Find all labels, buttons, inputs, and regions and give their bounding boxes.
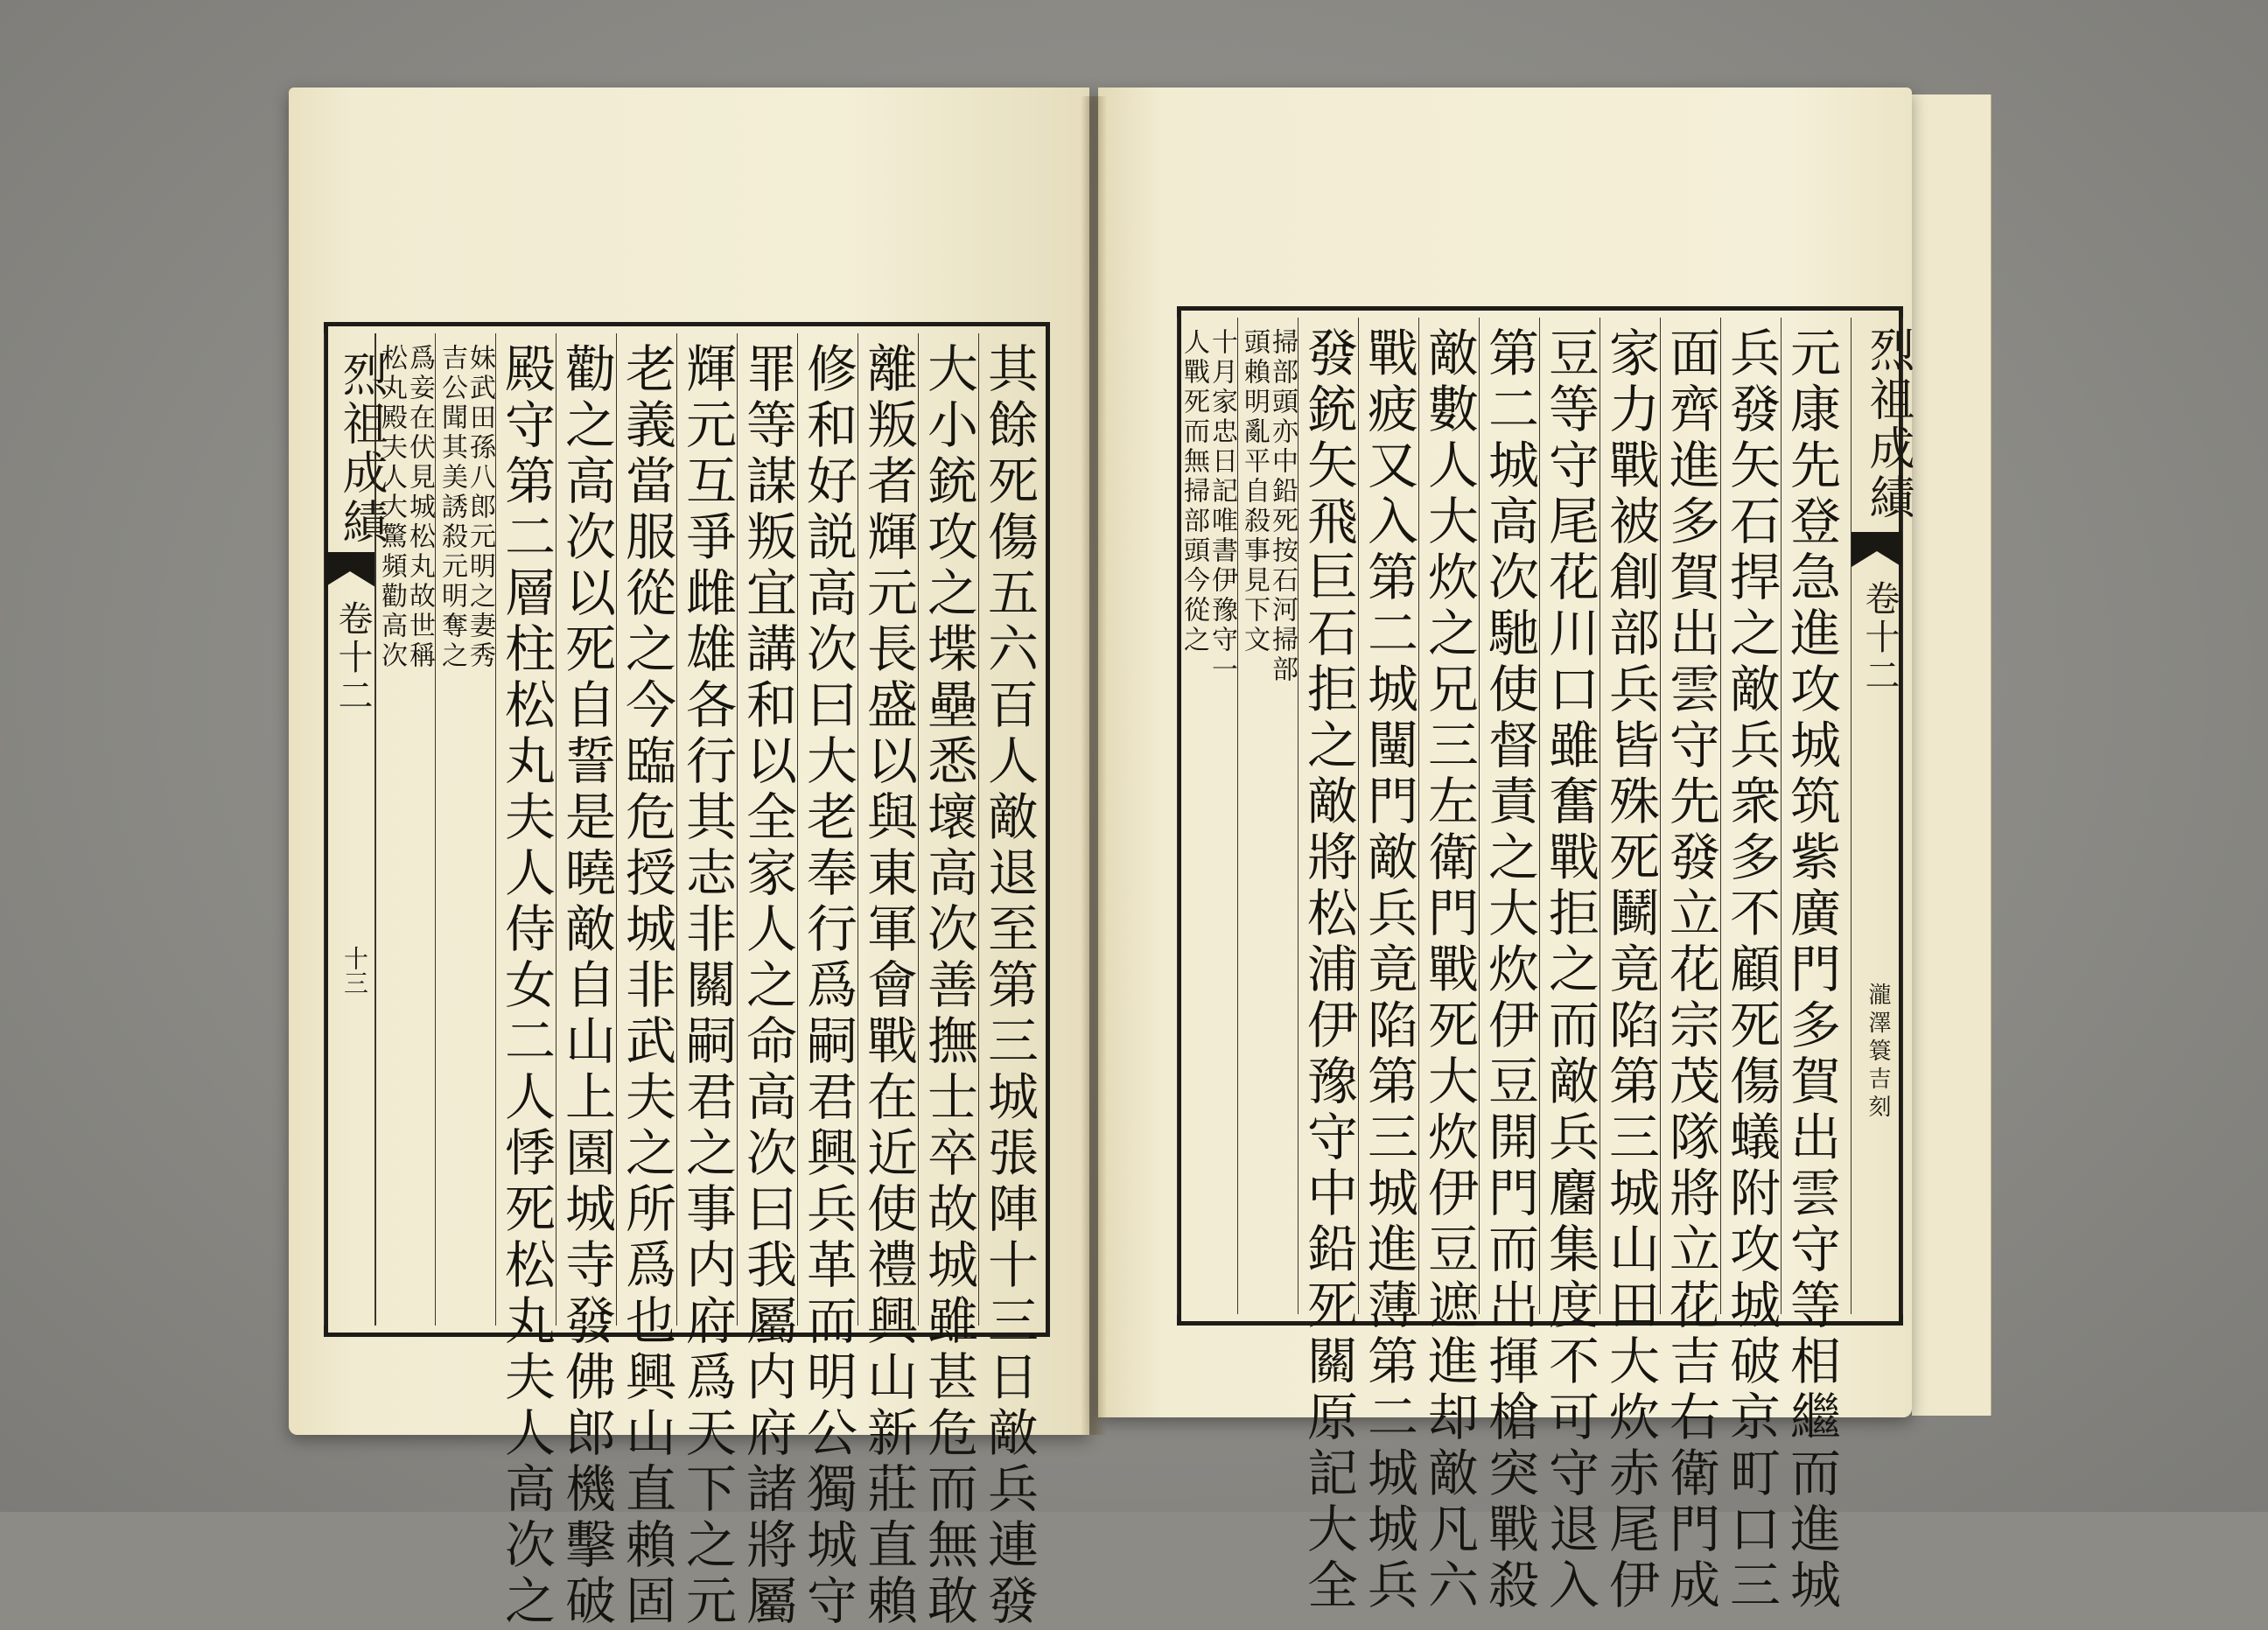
right-volume-label: 卷十二 — [1859, 580, 1900, 696]
text-column: 罪等謀叛宜講和以全家人之命高次曰我屬内府諸將屬 — [738, 342, 797, 1630]
text-column: 大小銃攻之堞壘悉壞高次善撫士卒故城雖甚危而無敢 — [919, 342, 978, 1630]
right-text-frame — [1177, 306, 1914, 1614]
column-rule — [1237, 318, 1238, 1314]
text-column: 殿守第二層柱松丸夫人侍女二人悸死松丸夫人高次之 — [496, 342, 556, 1630]
text-column: 其餘死傷五六百人敵退至第三城張陣十三日敵兵連發 — [979, 342, 1039, 1630]
left-folio-number: 十三 — [340, 946, 369, 995]
text-column: 元康先登急進攻城筑紫廣門多賀出雲守等相繼而進城 — [1782, 326, 1841, 1614]
text-column: 家力戰被創部兵皆殊死鬭竟陷第三城山田大炊赤尾伊 — [1600, 326, 1660, 1614]
right-book-title: 烈祖成績 — [1861, 326, 1914, 522]
text-column: 離叛者輝元長盛以與東軍會戰在近使禮興山新莊直賴 — [858, 342, 918, 1630]
annotation-subcolumn: 十月家忠日記唯書伊豫守一 — [1207, 328, 1237, 685]
text-column: 第二城高次馳使督責之大炊伊豆開門而出揮槍突戰殺 — [1480, 326, 1539, 1614]
left-volume-label: 卷十二 — [332, 600, 373, 716]
left-text-frame — [324, 322, 1050, 1630]
text-column: 兵發矢石捍之敵兵衆多不顧死傷蟻附攻城破京町口三 — [1721, 326, 1781, 1614]
text-column: 戰疲又入第二城闉門敵兵竟陷第三城進薄第二城城兵 — [1359, 326, 1418, 1614]
open-book — [289, 87, 1978, 1630]
annotation-subcolumn: 爲妾在伏見城松丸故世稱 — [404, 344, 435, 671]
text-column: 面齊進多賀出雲守先發立花宗茂隊將立花吉右衛門成 — [1661, 326, 1720, 1614]
annotation-subcolumn: 掃部頭亦中鉛死按石河掃部 — [1267, 328, 1298, 685]
annotation-subcolumn: 妹武田孫八郎元明之妻秀 — [465, 344, 495, 671]
stacked-page-edges — [1912, 94, 1995, 1416]
book-gutter — [1081, 96, 1107, 1435]
annotation-subcolumn: 頭賴明亂平自殺事見下文 — [1239, 328, 1270, 655]
text-column: 發銃矢飛巨石拒之敵將松浦伊豫守中鉛死關原記大全 — [1298, 326, 1358, 1614]
column-rule — [1177, 318, 1178, 1314]
left-book-title: 烈祖成績 — [334, 351, 387, 547]
annotation-subcolumn: 松丸殿夫人大驚頻勸高次 — [376, 344, 407, 671]
text-column: 修和好説高次曰大老奉行爲嗣君興兵革而明公獨城守 — [798, 342, 858, 1630]
right-center-column — [1851, 318, 1914, 1314]
text-column: 豆等守尾花川口雖奮戰拒之而敵兵麕集度不可守退入 — [1540, 326, 1600, 1614]
text-column: 輝元互爭雌雄各行其志非關嗣君之事内府爲天下之元 — [677, 342, 737, 1630]
text-column: 勸之高次以死自誓是曉敵自山上園城寺發佛郎機擊破 — [556, 342, 616, 1630]
text-column: 老義當服從之今臨危授城非武夫之所爲也興山直賴固 — [617, 342, 676, 1630]
column-rule — [374, 333, 375, 1326]
carver-credit: 瀧澤簑吉刻 — [1865, 983, 1891, 1123]
fishtail-mark-right — [1852, 532, 1902, 567]
annotation-subcolumn: 吉公聞其美誘殺元明奪之 — [437, 344, 467, 671]
annotation-subcolumn: 人戰死而無掃部頭今從之 — [1179, 328, 1209, 655]
left-center-column — [324, 333, 387, 1326]
text-column: 敵數人大炊之兄三左衛門戰死大炊伊豆遮進却敵凡六 — [1419, 326, 1479, 1614]
column-rule — [435, 333, 436, 1326]
fishtail-mark — [325, 552, 375, 587]
